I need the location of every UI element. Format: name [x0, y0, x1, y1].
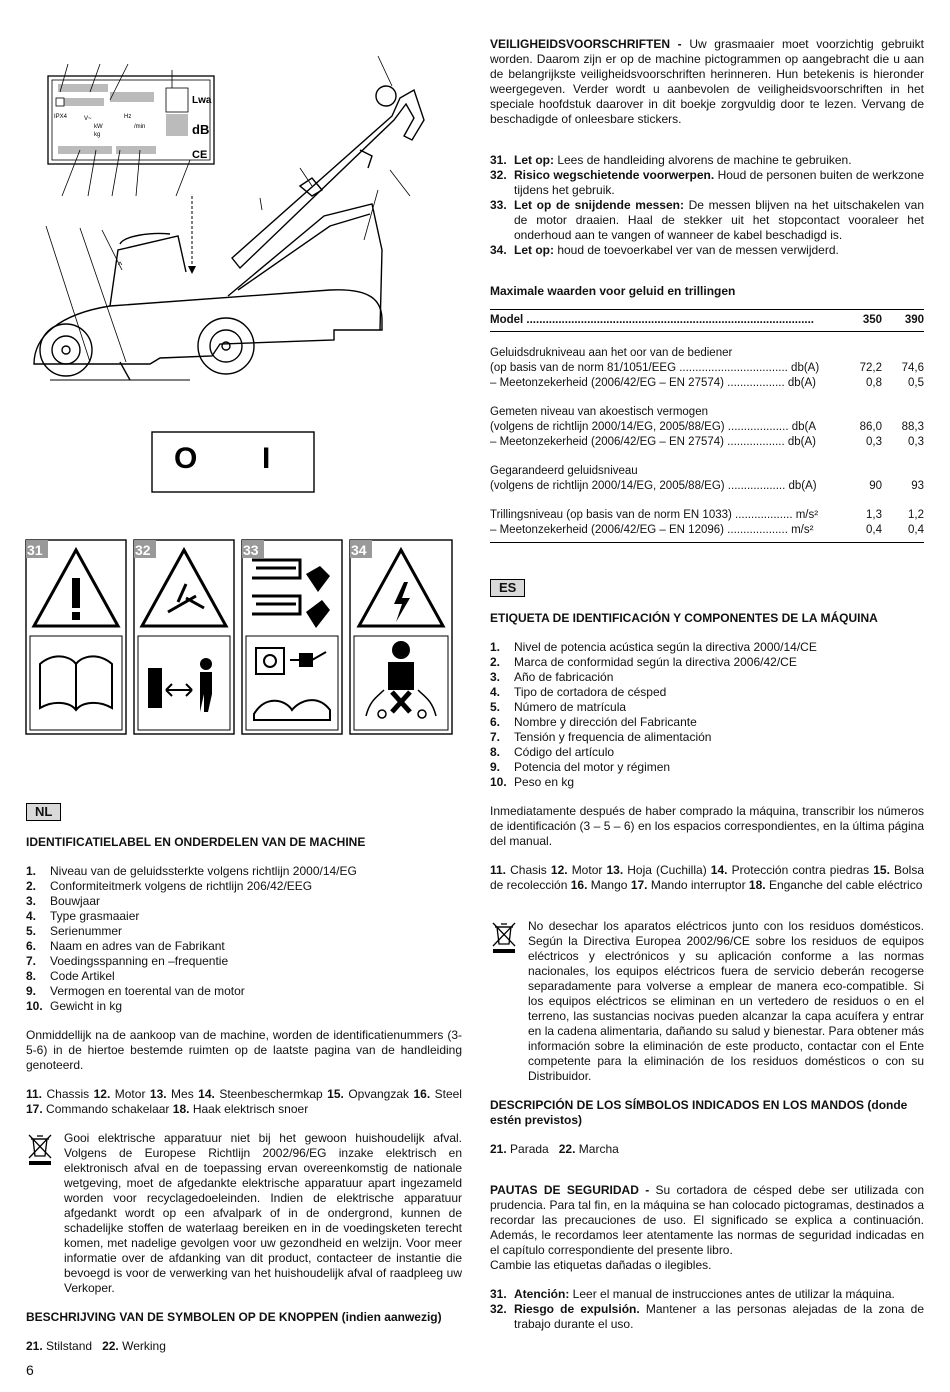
list-item: 9. Vermogen en toerental van de motor	[26, 984, 245, 998]
list-item: 5. Número de matrícula	[490, 700, 627, 714]
list-item: 32. Riesgo de expulsión. Mantener a las personas alejadas de la zona de trabajo durante el uso.	[490, 1302, 924, 1331]
es-safety-list	[490, 1287, 924, 1332]
list-item: 9. Potencia del motor y régimen	[490, 760, 671, 774]
list-item: 6. Naam en adres van de Fabrikant	[26, 939, 225, 953]
table-row: Trillingsniveau (op basis van de norm EN 1033) .................. m/s² 1,3 1,2	[490, 509, 924, 521]
list-item: 10. Peso en kg	[490, 775, 575, 789]
list-item: 32. Risico wegschietende voorwerpen. Houd de personen buiten de werkzone tijdens het gebruik.	[490, 168, 924, 197]
table-row: – Meetonzekerheid (2006/42/EG – EN 27574) .................. db(A) 0,3 0,3	[490, 436, 924, 448]
nl-id-list	[26, 864, 462, 1014]
list-item: 31. Atención: Leer el manual de instrucciones antes de utilizar la máquina.	[490, 1287, 895, 1301]
svg-text:kW: kW	[94, 124, 103, 130]
table-header: Model .......................................................................................... 350 390	[490, 310, 924, 332]
noise-vibration-table	[490, 309, 924, 543]
es-safety-note: Cambie las etiquetas dañadas o ilegibles.	[490, 1258, 712, 1272]
svg-text:Hz: Hz	[124, 114, 132, 120]
es-ident-text: Inmediatamente después de haber comprado la máquina, transcribir los números de identificación (3 – 5 – 6) en los espacios correspondientes, en la última página del manual.	[490, 804, 924, 848]
left-column	[26, 40, 462, 1354]
list-item: 7. Voedingsspanning en –frequentie	[26, 954, 229, 968]
list-item: 7. Tensión y frequencia de alimentación	[490, 730, 712, 744]
table-row: Geluidsdrukniveau aan het oor van de bediener	[490, 347, 733, 359]
list-item: 4. Tipo de cortadora de césped	[490, 685, 667, 699]
list-item: 8. Código del artículo	[490, 745, 615, 759]
svg-text:32: 32	[135, 542, 151, 558]
table-row: (volgens de richtlijn 2000/14/EG, 2005/88/EG) ................... db(A 86,0 88,3	[490, 421, 924, 433]
svg-text:CE: CE	[192, 149, 208, 161]
table-row: (volgens de richtlijn 2000/14/EG, 2005/88/EG) .................. db(A) 90 93	[490, 480, 924, 492]
right-column	[490, 37, 924, 1332]
list-item: 8. Code Artikel	[26, 969, 115, 983]
list-item: 1. Niveau van de geluidssterkte volgens richtlijn 2000/14/EG	[26, 864, 357, 878]
list-item: 31. Let op: Lees de handleiding alvorens de machine te gebruiken.	[490, 153, 852, 167]
list-item: 5. Serienummer	[26, 924, 123, 938]
svg-text:33: 33	[243, 542, 259, 558]
svg-text:34: 34	[351, 542, 367, 558]
svg-text:31: 31	[27, 542, 43, 558]
nl-safety-list	[490, 153, 924, 258]
list-item: 3. Año de fabricación	[490, 670, 614, 684]
table-row: (op basis van de norm 81/1051/EEG .................................. db(A) 72,2 74,6	[490, 362, 924, 374]
svg-text:^: ^	[118, 260, 123, 270]
list-item: 3. Bouwjaar	[26, 894, 101, 908]
nl-parts-list: 11. Chassis 12. Motor 13. Mes 14. Steenbeschermkap 15. Opvangzak 16. Steel 17. Commando schakelaar 18. Haak elektrisch snoer	[26, 1087, 462, 1116]
list-item: 33. Let op de snijdende messen: De messen blijven na het uitschakelen van de motor draaien. Haal de stekker uit het stopcontact vooraleer het onderhoud aan te vangen of wanneer de kabel beschadigd is.	[490, 198, 924, 242]
nl-ident-text: Onmiddellijk na de aankoop van de machine, worden de identificatienummers (3-5-6) in de hiertoe bestemde ruimten op de laatste pagina van de handleiding genoteerd.	[26, 1028, 462, 1072]
table-row: Gemeten niveau van akoestisch vermogen	[490, 406, 708, 418]
es-id-list	[490, 640, 924, 790]
page-number: 6	[26, 1362, 34, 1378]
crossed-bin-icon	[490, 920, 518, 954]
list-item: 1. Nivel de potencia acústica según la directiva 2000/14/CE	[490, 640, 817, 654]
es-symbols-list: 21. Parada 22. Marcha	[490, 1142, 619, 1156]
list-item: 4. Type grasmaaier	[26, 909, 140, 923]
list-item: 10. Gewicht in kg	[26, 999, 123, 1013]
svg-text:kg: kg	[94, 132, 101, 138]
es-weee-notice: No desechar los aparatos eléctricos junto con los residuos domésticos. Según la Directiva Europea 2002/96/CE sobre los residuos de equipos eléctricos y electrónicos y su aplicación conforme a las normas nacionales, los equipos eléctricos fuera de servicio deberán recogerse separadamente para volverse a emplear de manera eco-compatible. Si los equipos eléctricos se eliminan en un vertedero de residuos o en el terreno, las sustancias nocivas pueden alcanzar la capa acuífera y entrar en la cadena alimentaria, dañando su salud y bienestar. Para obtener más información sobre la eliminación de este producto, contactar con el Ente competente para la eliminación de los residuos domésticos o con su Distribuidor.	[490, 919, 924, 1084]
nl-symbols-list: 21. Stilstand 22. Werking	[26, 1339, 166, 1353]
svg-text:/min: /min	[134, 124, 146, 130]
list-item: 34. Let op: houd de toevoerkabel ver van de messen verwijderd.	[490, 243, 839, 257]
svg-text:Lwa: Lwa	[192, 95, 212, 106]
language-tag-es: ES	[490, 579, 924, 597]
svg-text:dB: dB	[192, 122, 210, 137]
list-item: 6. Nombre y dirección del Fabricante	[490, 715, 697, 729]
svg-text:IPX4: IPX4	[54, 114, 68, 120]
svg-text:V~: V~	[84, 116, 92, 122]
nl-safety-intro: VEILIGHEIDSVOORSCHRIFTEN - Uw grasmaaier moet voorzichtig gebruikt worden. Daarom zijn er op de machine pictogrammen op aangebracht die u aan de belangrijkste veiligheidsvoorschriften herinneren. Hun betekenis is hieronder weergegeven. Verder wordt u aanbevolen de veiligheidsvoorschriften in het speciale hoofdstuk daarover in dit boekje zorgvuldig door te lezen. Vervang de beschadigde of onleesbare stickers.	[490, 37, 924, 126]
table-row: – Meetonzekerheid (2006/42/EG – EN 27574) .................. db(A) 0,8 0,5	[490, 377, 924, 389]
table-row: Gegarandeerd geluidsniveau	[490, 465, 638, 477]
table-row: – Meetonzekerheid (2006/42/EG – EN 12096) ................... m/s² 0,4 0,4	[490, 524, 924, 536]
crossed-bin-icon	[26, 1132, 54, 1166]
language-tag-nl: NL	[26, 803, 462, 821]
es-safety-intro: PAUTAS DE SEGURIDAD - Su cortadora de césped debe ser utilizada con prudencia. Para tal fin, en la máquina se han colocado pictogramas, destinados a recordar las precauciones de uso. El significado se explica a continuación. Además, le recordamos leer atentamente las normas de seguridad indicadas en el capítulo correspondiente del presente libro.	[490, 1183, 925, 1257]
nl-weee-notice: Gooi elektrische apparatuur niet bij het gewoon huishoudelijk afval. Volgens de Europese Richtlijn 2002/96/EG inzake elektrisch en elektronisch afval en de toepassing ervan overeenkomstig de nationale wetgeving, moet de afgedankte elektrische apparatuur apart ingezameld worden voor recyclagedoeleinden. Indien de elektrische apparatuur afgedankt wordt op een afvalpark of in de ondergrond, kunnen de schadelijke stoffen de waterlaag bereiken en in de voedingsketen terecht komen, met nadelige gevolgen voor uw gezondheid en welzijn. Voor meer informatie over de afdanking van dit product, contacteer de instantie die bevoegd is voor de verwerking van het huishoudelijk afval of raadpleeg uw Verkoper.	[26, 1131, 462, 1296]
nl-id-heading: IDENTIFICATIELABEL EN ONDERDELEN VAN DE MACHINE	[26, 835, 366, 849]
nl-noise-heading: Maximale waarden voor geluid en trillingen	[490, 284, 736, 298]
svg-text:I: I	[262, 442, 271, 475]
es-parts-list: 11. Chasis 12. Motor 13. Hoja (Cuchilla) 14. Protección contra piedras 15. Bolsa de recolección 16. Mango 17. Mando interruptor 18. Enganche del cable eléctrico	[490, 863, 925, 892]
nl-symbols-heading: BESCHRIJVING VAN DE SYMBOLEN OP DE KNOPPEN (indien aanwezig)	[26, 1310, 442, 1324]
svg-text:O: O	[174, 442, 198, 475]
list-item: 2. Conformiteitmerk volgens de richtlijn 206/42/EEG	[26, 879, 313, 893]
es-id-heading: ETIQUETA DE IDENTIFICACIÓN Y COMPONENTES DE LA MÁQUINA	[490, 611, 878, 625]
list-item: 2. Marca de conformidad según la directiva 2006/42/CE	[490, 655, 797, 669]
es-symbols-heading: DESCRIPCIÓN DE LOS SÍMBOLOS INDICADOS EN LOS MANDOS (donde estén previstos)	[490, 1098, 908, 1127]
